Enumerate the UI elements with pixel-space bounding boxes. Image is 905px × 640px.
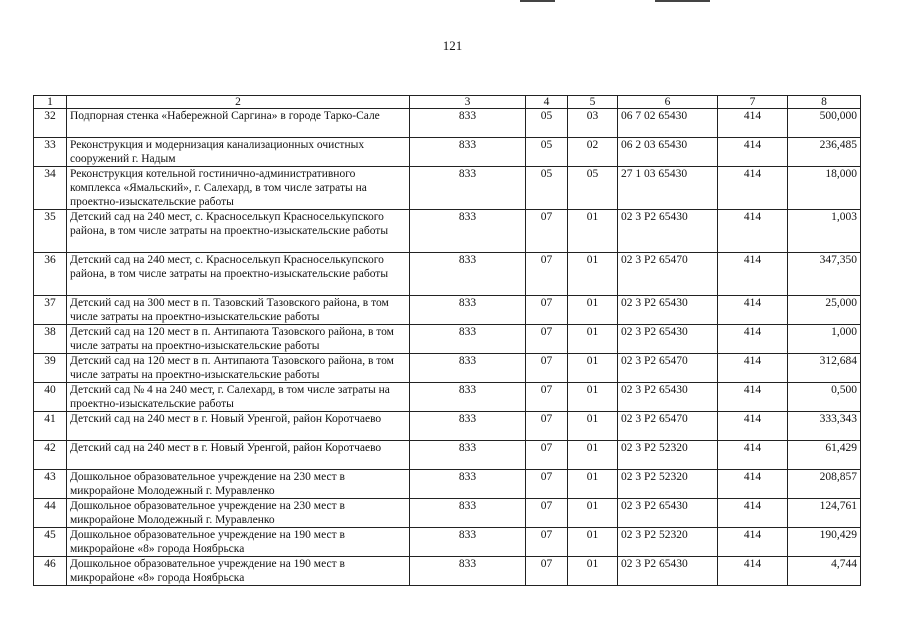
column-header: 5 [568,96,618,109]
expense-type-code-cell: 414 [718,557,788,586]
table-row [34,210,861,253]
row-number-cell: 32 [34,109,67,138]
expense-type-code-cell: 414 [718,412,788,441]
section-code-cell: 07 [526,470,568,499]
subsection-code-cell: 01 [568,296,618,325]
target-article-code-cell: 02 3 P2 52320 [618,528,718,557]
section-code-cell: 07 [526,253,568,296]
section-code-cell: 07 [526,441,568,470]
object-name-cell: Реконструкция котельной гостинично-административного комплекса «Ямальский», г. Салехард, в том числе затраты на проектно-изыскательские работы [67,167,410,210]
row-number-cell: 36 [34,253,67,296]
subsection-code-cell: 01 [568,499,618,528]
target-article-code-cell: 02 3 P2 65470 [618,412,718,441]
expense-type-code-cell: 414 [718,167,788,210]
row-number-cell: 38 [34,325,67,354]
section-code-cell: 07 [526,210,568,253]
column-header: 1 [34,96,67,109]
table-row [34,412,861,441]
amount-cell: 312,684 [788,354,861,383]
expense-type-code-cell: 414 [718,441,788,470]
budget-table [33,95,861,586]
object-name-cell: Детский сад на 240 мест, с. Красноселькуп Красноселькупского района, в том числе затраты на проектно-изыскательские работы [67,210,410,253]
scan-mark-left [520,0,555,2]
row-number-cell: 45 [34,528,67,557]
subsection-code-cell: 01 [568,557,618,586]
ministry-code-cell: 833 [410,528,526,557]
amount-cell: 18,000 [788,167,861,210]
object-name-cell: Подпорная стенка «Набережной Саргина» в городе Тарко-Сале [67,109,410,138]
object-name-cell: Детский сад на 300 мест в п. Тазовский Тазовского района, в том числе затраты на проектно-изыскательские работы [67,296,410,325]
section-code-cell: 07 [526,499,568,528]
object-name-cell: Детский сад на 240 мест в г. Новый Уренгой, район Коротчаево [67,412,410,441]
section-code-cell: 07 [526,296,568,325]
column-header: 8 [788,96,861,109]
object-name-cell: Реконструкция и модернизация канализационных очистных сооружений г. Надым [67,138,410,167]
subsection-code-cell: 01 [568,441,618,470]
target-article-code-cell: 02 3 P2 65470 [618,253,718,296]
target-article-code-cell: 02 3 P2 65430 [618,499,718,528]
column-header: 6 [618,96,718,109]
target-article-code-cell: 02 3 P2 52320 [618,441,718,470]
table-row [34,253,861,296]
ministry-code-cell: 833 [410,383,526,412]
expense-type-code-cell: 414 [718,528,788,557]
subsection-code-cell: 02 [568,138,618,167]
row-number-cell: 42 [34,441,67,470]
target-article-code-cell: 02 3 P2 65430 [618,383,718,412]
amount-cell: 208,857 [788,470,861,499]
table-row [34,441,861,470]
row-number-cell: 37 [34,296,67,325]
section-code-cell: 05 [526,138,568,167]
ministry-code-cell: 833 [410,354,526,383]
ministry-code-cell: 833 [410,253,526,296]
amount-cell: 61,429 [788,441,861,470]
object-name-cell: Детский сад № 4 на 240 мест, г. Салехард, в том числе затраты на проектно-изыскательские работы [67,383,410,412]
row-number-cell: 39 [34,354,67,383]
ministry-code-cell: 833 [410,412,526,441]
expense-type-code-cell: 414 [718,296,788,325]
row-number-cell: 41 [34,412,67,441]
ministry-code-cell: 833 [410,138,526,167]
row-number-cell: 34 [34,167,67,210]
expense-type-code-cell: 414 [718,325,788,354]
target-article-code-cell: 06 2 03 65430 [618,138,718,167]
row-number-cell: 33 [34,138,67,167]
amount-cell: 1,000 [788,325,861,354]
section-code-cell: 07 [526,557,568,586]
ministry-code-cell: 833 [410,441,526,470]
target-article-code-cell: 02 3 P2 65430 [618,557,718,586]
subsection-code-cell: 01 [568,383,618,412]
subsection-code-cell: 01 [568,412,618,441]
column-header: 3 [410,96,526,109]
amount-cell: 25,000 [788,296,861,325]
amount-cell: 1,003 [788,210,861,253]
object-name-cell: Детский сад на 120 мест в п. Антипаюта Тазовского района, в том числе затраты на проектно-изыскательские работы [67,354,410,383]
object-name-cell: Детский сад на 240 мест, с. Красноселькуп Красноселькупского района, в том числе затраты на проектно-изыскательские работы [67,253,410,296]
table-row [34,470,861,499]
ministry-code-cell: 833 [410,167,526,210]
ministry-code-cell: 833 [410,210,526,253]
row-number-cell: 35 [34,210,67,253]
column-header: 4 [526,96,568,109]
ministry-code-cell: 833 [410,296,526,325]
ministry-code-cell: 833 [410,557,526,586]
expense-type-code-cell: 414 [718,354,788,383]
expense-type-code-cell: 414 [718,470,788,499]
ministry-code-cell: 833 [410,109,526,138]
amount-cell: 333,343 [788,412,861,441]
ministry-code-cell: 833 [410,325,526,354]
ministry-code-cell: 833 [410,499,526,528]
row-number-cell: 44 [34,499,67,528]
target-article-code-cell: 02 3 P2 65470 [618,354,718,383]
expense-type-code-cell: 414 [718,109,788,138]
expense-type-code-cell: 414 [718,383,788,412]
scan-mark-right [655,0,710,2]
expense-type-code-cell: 414 [718,253,788,296]
column-header: 7 [718,96,788,109]
subsection-code-cell: 01 [568,470,618,499]
target-article-code-cell: 06 7 02 65430 [618,109,718,138]
amount-cell: 124,761 [788,499,861,528]
object-name-cell: Дошкольное образовательное учреждение на 190 мест в микрорайоне «8» города Ноябрьска [67,557,410,586]
object-name-cell: Детский сад на 240 мест в г. Новый Уренгой, район Коротчаево [67,441,410,470]
expense-type-code-cell: 414 [718,210,788,253]
table-row [34,109,861,138]
section-code-cell: 05 [526,167,568,210]
table-row [34,528,861,557]
subsection-code-cell: 03 [568,109,618,138]
ministry-code-cell: 833 [410,470,526,499]
subsection-code-cell: 01 [568,354,618,383]
table-row [34,354,861,383]
section-code-cell: 07 [526,383,568,412]
section-code-cell: 07 [526,412,568,441]
table-row [34,383,861,412]
object-name-cell: Детский сад на 120 мест в п. Антипаюта Тазовского района, в том числе затраты на проектно-изыскательские работы [67,325,410,354]
expense-type-code-cell: 414 [718,138,788,167]
section-code-cell: 07 [526,354,568,383]
column-header: 2 [67,96,410,109]
target-article-code-cell: 02 3 P2 65430 [618,210,718,253]
expense-type-code-cell: 414 [718,499,788,528]
object-name-cell: Дошкольное образовательное учреждение на 190 мест в микрорайоне «8» города Ноябрьска [67,528,410,557]
target-article-code-cell: 02 3 P2 65430 [618,325,718,354]
section-code-cell: 07 [526,325,568,354]
subsection-code-cell: 01 [568,528,618,557]
target-article-code-cell: 02 3 P2 65430 [618,296,718,325]
table-row [34,325,861,354]
object-name-cell: Дошкольное образовательное учреждение на 230 мест в микрорайоне Молодежный г. Муравленко [67,499,410,528]
table-row [34,296,861,325]
column-number-row [34,96,861,109]
amount-cell: 0,500 [788,383,861,412]
amount-cell: 236,485 [788,138,861,167]
section-code-cell: 05 [526,109,568,138]
row-number-cell: 43 [34,470,67,499]
subsection-code-cell: 01 [568,253,618,296]
target-article-code-cell: 27 1 03 65430 [618,167,718,210]
object-name-cell: Дошкольное образовательное учреждение на 230 мест в микрорайоне Молодежный г. Муравленко [67,470,410,499]
page-number: 121 [442,38,463,53]
row-number-cell: 40 [34,383,67,412]
amount-cell: 4,744 [788,557,861,586]
amount-cell: 190,429 [788,528,861,557]
section-code-cell: 07 [526,528,568,557]
target-article-code-cell: 02 3 P2 52320 [618,470,718,499]
table-body [34,109,861,586]
amount-cell: 347,350 [788,253,861,296]
subsection-code-cell: 01 [568,210,618,253]
amount-cell: 500,000 [788,109,861,138]
table-row [34,167,861,210]
table-row [34,499,861,528]
subsection-code-cell: 01 [568,325,618,354]
table-row [34,557,861,586]
subsection-code-cell: 05 [568,167,618,210]
row-number-cell: 46 [34,557,67,586]
table-row [34,138,861,167]
